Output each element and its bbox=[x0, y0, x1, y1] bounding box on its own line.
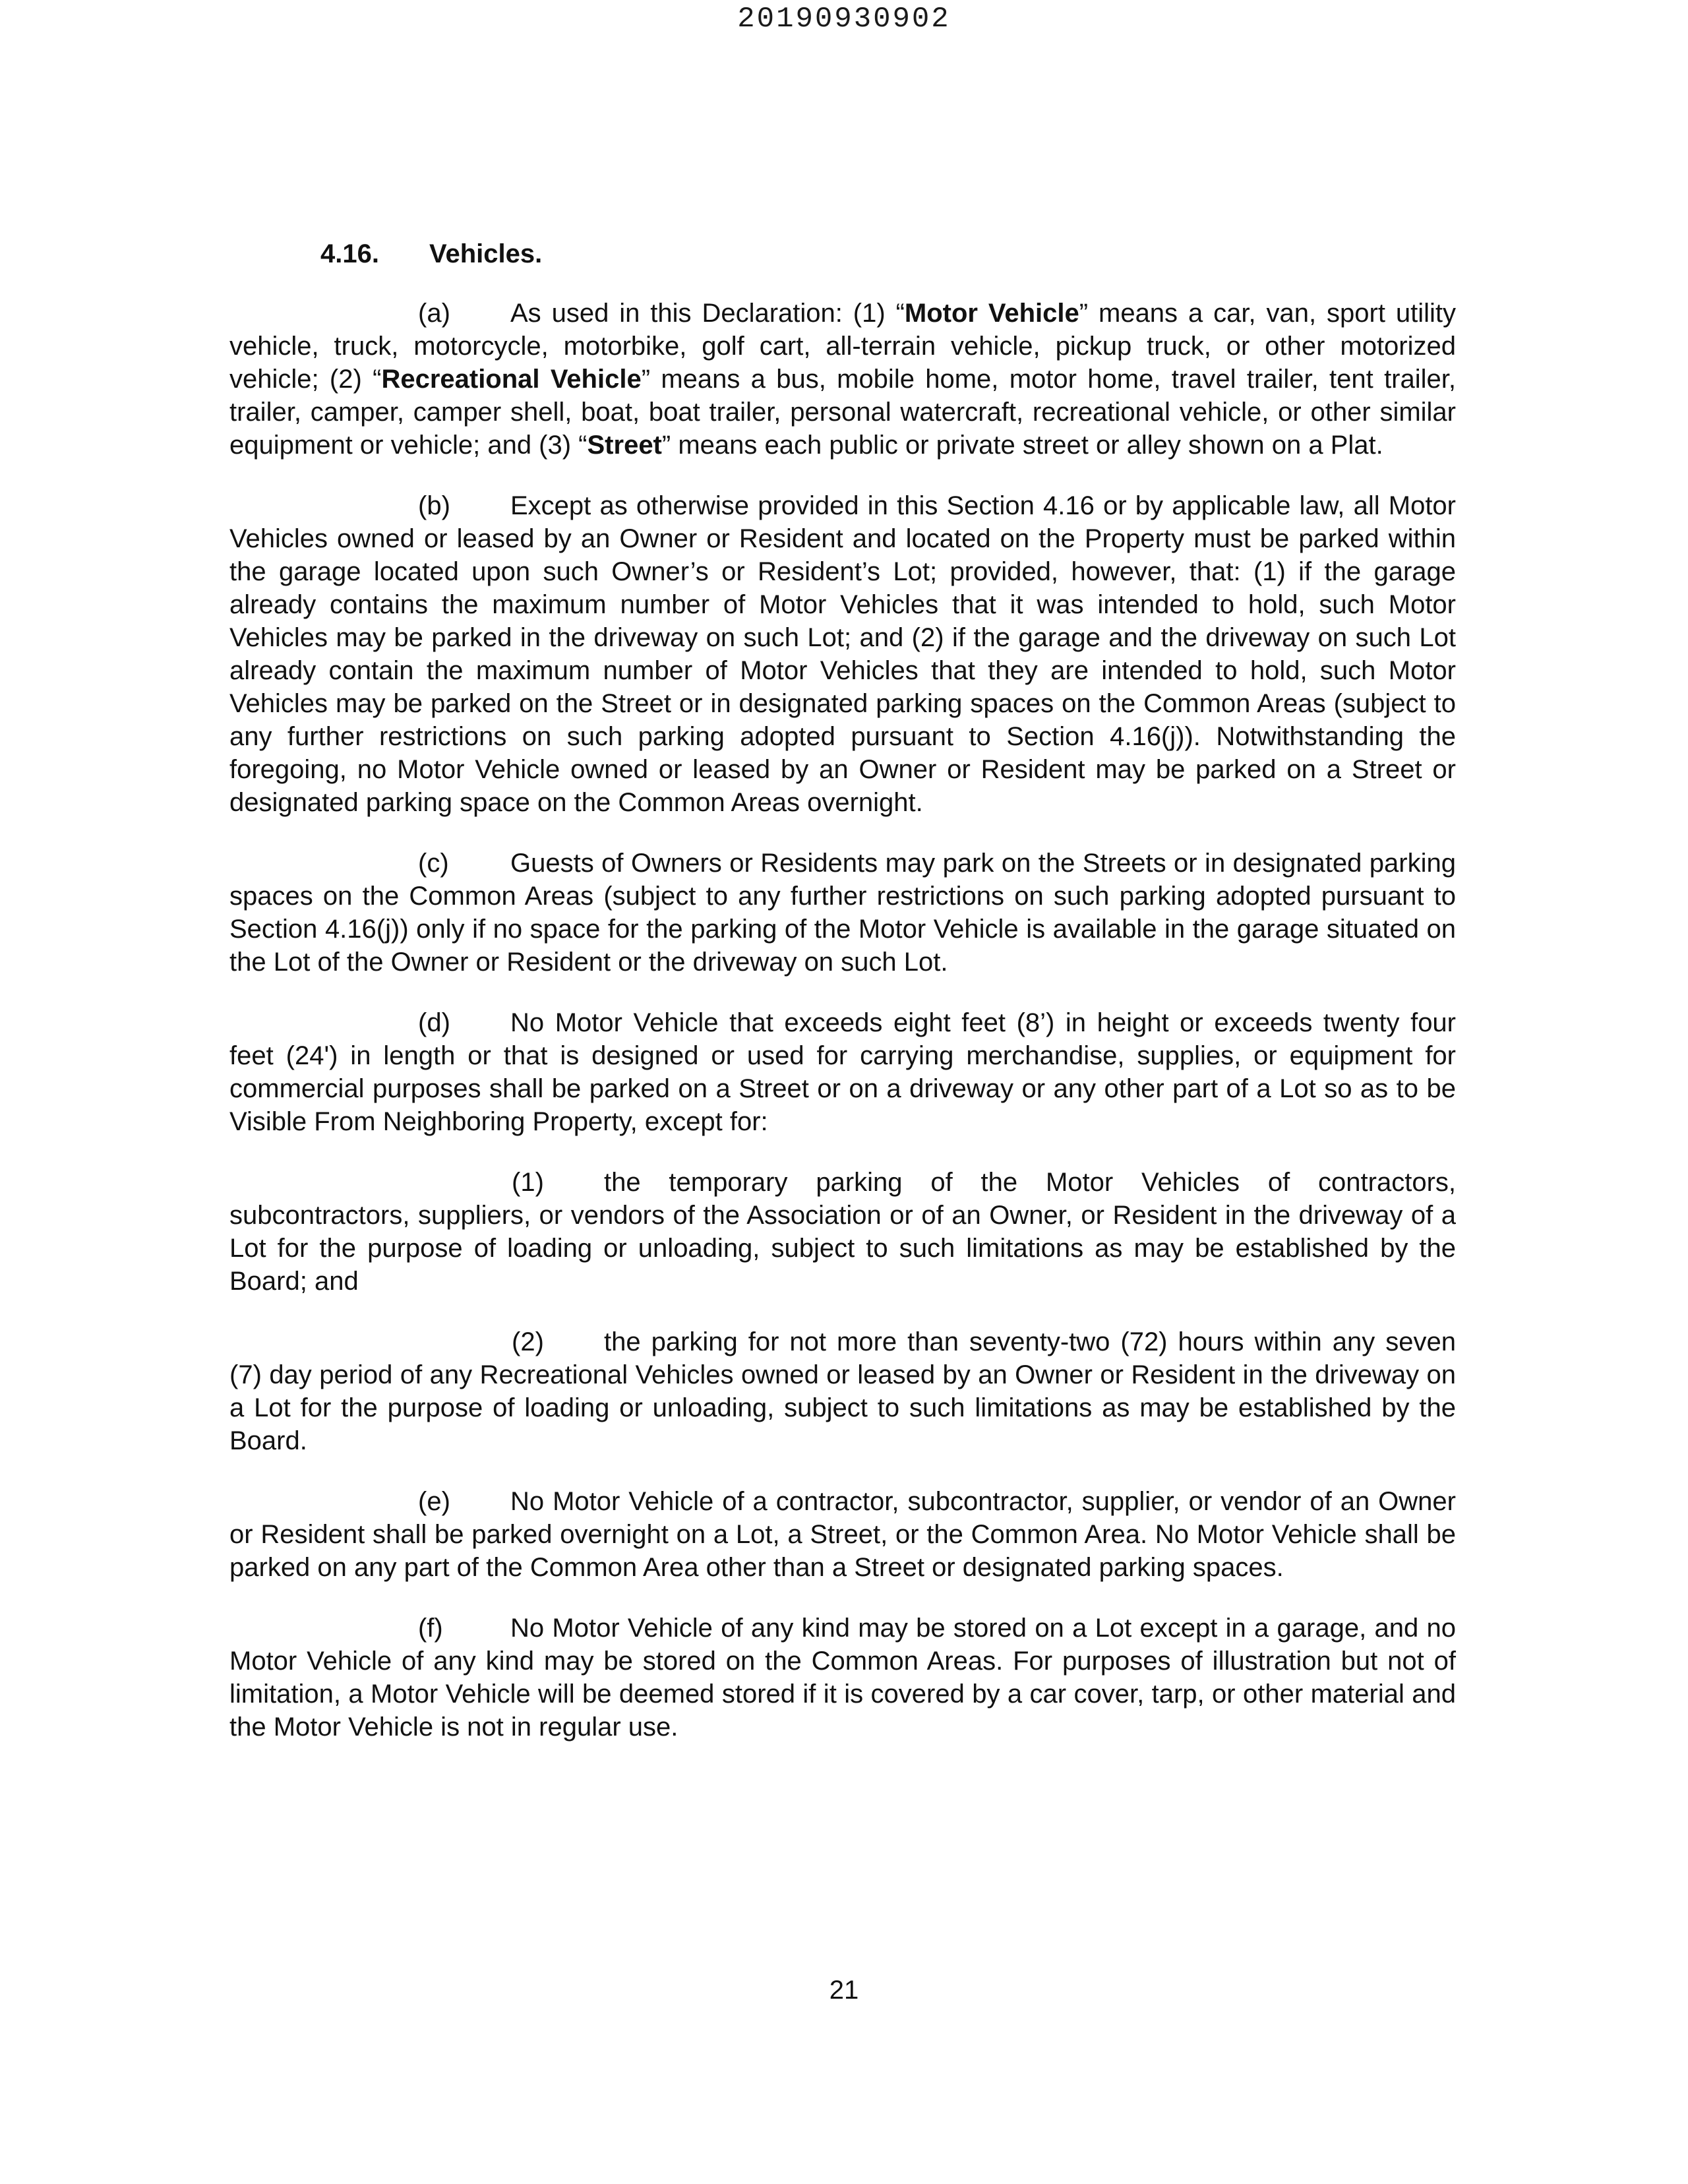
subparagraph-d-1 bbox=[229, 1166, 1456, 1298]
paragraph-label: (a) bbox=[418, 299, 450, 328]
paragraph-d bbox=[229, 1006, 1456, 1138]
subparagraph-label: (2) bbox=[512, 1327, 544, 1356]
paragraph-text: No Motor Vehicle of a contractor, subcontractor, supplier, or vendor of an Owner or Resident shall be parked overnight on a Lot, a Street, or the Common Area. No Motor Vehicle shall be parked on any part of the Common Area other than a Street or designated parking spaces. bbox=[229, 1487, 1456, 1582]
paragraph-label: (b) bbox=[418, 491, 450, 520]
paragraph-text: Guests of Owners or Residents may park on the Streets or in designated parking spaces on the Common Areas (subject to any further restrictions on such parking adopted pursuant to Section 4.16(j)) only if no space for the parking of the Motor Vehicle is available in the garage situated on the Lot of the Owner or Resident or the driveway on such Lot. bbox=[229, 849, 1456, 977]
paragraph-label: (d) bbox=[418, 1008, 450, 1037]
paragraph-label: (c) bbox=[418, 849, 449, 878]
subparagraph-text: the parking for not more than seventy-two (72) hours within any seven (7) day period of any Recreational Vehicles owned or leased by an Owner or Resident in the driveway on a Lot for the purpose of loading or unloading, subject to such limitations as may be established by the Board. bbox=[229, 1327, 1456, 1455]
page-number: 21 bbox=[829, 1976, 859, 2005]
paragraph-text: Except as otherwise provided in this Section 4.16 or by applicable law, all Motor Vehicles owned or leased by an Owner or Resident and located on the Property must be parked within the garage located upon such Owner’s or Resident’s Lot; provided, however, that: (1) if the garage already contains the maximum number of Motor Vehicles that it was intended to hold, such Motor Vehicles may be parked in the driveway on such Lot; and (2) if the garage and the driveway on such Lot already contain the maximum number of Motor Vehicles that they are intended to hold, such Motor Vehicles may be parked on the Street or in designated parking spaces on the Common Areas (subject to any further restrictions on such parking adopted pursuant to Section 4.16(j)). Notwithstanding the foregoing, no Motor Vehicle owned or leased by an Owner or Resident may be parked on a Street or designated parking space on the Common Areas overnight. bbox=[229, 491, 1456, 817]
paragraph-label: (e) bbox=[418, 1487, 450, 1516]
paragraph-text: ” means a bus, mobile home, motor home, travel trailer, tent trailer, trailer, camper, camper shell, boat, boat trailer, personal watercraft, recreational vehicle, or other similar equipment or vehicle; and (3) “ bbox=[229, 365, 1456, 460]
paragraph-text: ” means a car, van, sport utility vehicle, truck, motorcycle, motorbike, golf cart, all-terrain vehicle, pickup truck, or other motorized vehicle; (2) “ bbox=[229, 299, 1456, 394]
paragraph-b bbox=[229, 489, 1456, 819]
paragraph-f bbox=[229, 1612, 1456, 1744]
paragraph-e bbox=[229, 1485, 1456, 1584]
defined-term-motor-vehicle: Motor Vehicle bbox=[904, 299, 1079, 328]
section-number: 4.16. bbox=[320, 239, 379, 268]
paragraph-a bbox=[229, 297, 1456, 462]
subparagraph-label: (1) bbox=[512, 1168, 544, 1197]
document-body bbox=[229, 237, 1456, 1771]
paragraph-text: ” means each public or private street or alley shown on a Plat. bbox=[661, 431, 1383, 460]
paragraph-text: No Motor Vehicle that exceeds eight feet (8’) in height or exceeds twenty four feet (24') in length or that is designed or used for carrying merchandise, supplies, or equipment for commercial purposes shall be parked on a Street or on a driveway or any other part of a Lot so as to be Visible From Neighboring Property, except for: bbox=[229, 1008, 1456, 1136]
paragraph-text: No Motor Vehicle of any kind may be stored on a Lot except in a garage, and no Motor Vehicle of any kind may be stored on the Common Areas. For purposes of illustration but not of limitation, a Motor Vehicle will be deemed stored if it is covered by a car cover, tarp, or other material and the Motor Vehicle is not in regular use. bbox=[229, 1614, 1456, 1742]
subparagraph-text: the temporary parking of the Motor Vehicles of contractors, subcontractors, suppliers, or vendors of the Association or of an Owner, or Resident in the driveway of a Lot for the purpose of loading or unloading, subject to such limitations as may be established by the Board; and bbox=[229, 1168, 1456, 1296]
paragraph-text: As used in this Declaration: (1) “ bbox=[510, 299, 905, 328]
document-recording-number: 20190930902 bbox=[737, 3, 951, 36]
paragraph-label: (f) bbox=[418, 1614, 443, 1643]
section-heading bbox=[320, 237, 1456, 270]
subparagraph-d-2 bbox=[229, 1325, 1456, 1457]
defined-term-recreational-vehicle: Recreational Vehicle bbox=[381, 365, 642, 394]
paragraph-c bbox=[229, 847, 1456, 979]
defined-term-street: Street bbox=[587, 431, 662, 460]
section-title: Vehicles. bbox=[429, 239, 543, 268]
